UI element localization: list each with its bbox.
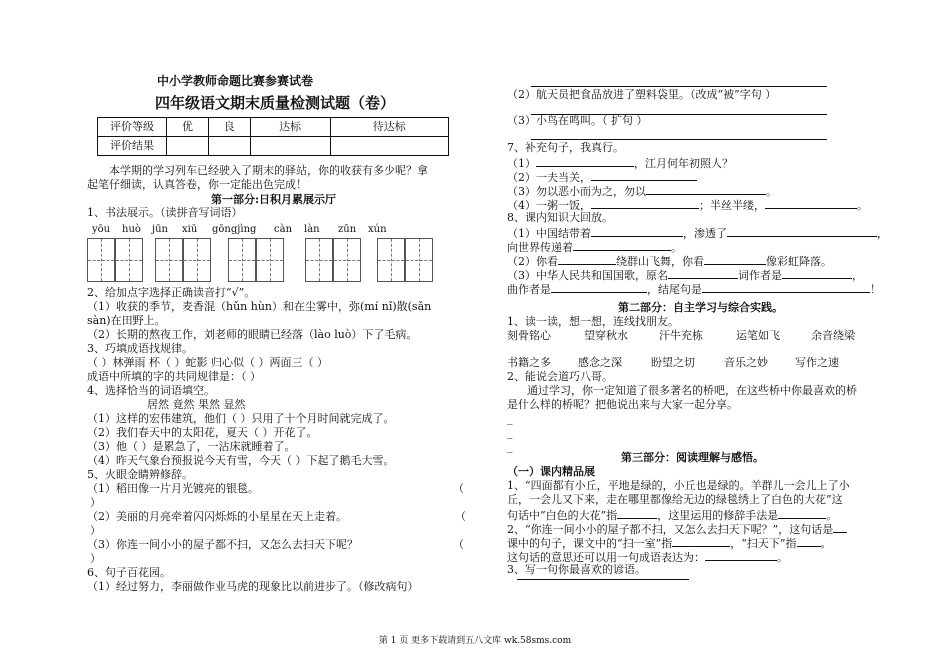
p2-word[interactable]: 运笔如飞 <box>736 329 780 342</box>
answer-line[interactable] <box>517 568 689 580</box>
p3-2-cont-mid: ，“扫天下”指 <box>730 537 797 550</box>
answer-line[interactable] <box>558 253 616 265</box>
intro-line: 起笔仔细读，认真答卷，你一定能出色完成！ <box>87 178 307 191</box>
p2-word[interactable]: 望穿秋水 <box>584 329 628 342</box>
q6-3: （3）小鸟在鸣叫。（ 扩句 ） <box>507 114 648 127</box>
q3-2[interactable]: 成语中所填的字的共同规律是：（ ） <box>87 370 261 383</box>
answer-line[interactable] <box>573 239 671 251</box>
q7-2-prefix: （2）一夫当关， <box>507 171 591 184</box>
answer-line[interactable] <box>765 197 857 209</box>
p3-1-cont: 丘，一会儿又下来，走在哪里都像给无边的绿毯绣上了白色的大花”这 <box>507 493 843 506</box>
answer-line[interactable] <box>591 197 699 209</box>
p2-word[interactable]: 写作之速 <box>795 356 839 369</box>
p2-2-text: 是什么样的桥呢？把他说出来与大家一起分享。 <box>507 398 738 411</box>
answer-paren[interactable]: ） <box>90 496 101 509</box>
q8-3-cont-mid: ，结尾句是 <box>647 283 702 296</box>
part2-title: 第二部分：自主学习与综合实践。 <box>618 301 783 314</box>
p3-2-prefix: 2、“你连一间小小的屋子都不扫，又怎么去扫天下呢？”，这句话是 <box>507 523 834 536</box>
q7-1-prefix: （1） <box>507 157 536 170</box>
q2: 2、给加点字选择正确读音打“√”。 <box>87 286 256 299</box>
p2-word[interactable]: 盼望之切 <box>651 356 695 369</box>
p2-word[interactable]: 书籍之多 <box>507 356 551 369</box>
answer-line[interactable] <box>727 225 877 237</box>
grade-result-label: 评价结果 <box>98 137 167 156</box>
answer-line[interactable] <box>672 535 730 547</box>
q8: 8、课内知识大回放。 <box>507 211 613 224</box>
writing-grid[interactable] <box>305 238 365 282</box>
p2-2: 2、能说会道巧八哥。 <box>507 370 613 383</box>
grade-header: 达标 <box>250 118 330 137</box>
p2-word[interactable]: 音乐之妙 <box>724 356 768 369</box>
q3: 3、巧填成语找规律。 <box>87 342 193 355</box>
answer-line[interactable] <box>531 75 827 87</box>
answer-line[interactable] <box>705 549 777 561</box>
pinyin: zūn <box>338 224 357 235</box>
p2-word[interactable]: 余音绕梁 <box>811 329 855 342</box>
answer-line[interactable] <box>797 535 821 547</box>
answer-paren[interactable]: ） <box>90 524 101 537</box>
answer-dash[interactable]: _ <box>507 426 513 439</box>
answer-line[interactable] <box>536 155 634 167</box>
exam-title: 四年级语文期末质量检测试题（卷） <box>155 94 396 112</box>
grade-cell[interactable] <box>208 137 250 156</box>
p2-word[interactable]: 汗牛充栋 <box>659 329 703 342</box>
q7-4-suffix: 。 <box>857 199 868 212</box>
answer-line[interactable] <box>782 267 852 279</box>
pinyin: làn <box>304 224 320 235</box>
grade-header: 评价等级 <box>98 118 167 137</box>
p3-2-cont-prefix: 课中的句子，课文中的“扫一室”指 <box>507 537 673 550</box>
answer-dash[interactable]: _ <box>507 440 513 453</box>
p2-word[interactable]: 刻骨铭心 <box>507 329 551 342</box>
q5-2: （2）美丽的月亮牵着闪闪烁烁的小星星在天上走着。 <box>87 510 347 523</box>
q4: 4、选择恰当的词语填空。 <box>87 384 215 397</box>
q4-words: 居然 竟然 果然 显然 <box>147 398 246 411</box>
answer-line[interactable] <box>833 521 847 533</box>
q6: 6、句子百花园。 <box>87 566 171 579</box>
pinyin: gōngjìng <box>212 224 257 235</box>
pinyin: xún <box>368 224 387 235</box>
intro-line: 本学期的学习列车已经驶入了期末的驿站，你的收获有多少呢？拿 <box>109 164 428 177</box>
pinyin: yōu <box>92 224 111 235</box>
p2-word[interactable]: 感念之深 <box>578 356 622 369</box>
grade-table <box>97 117 449 156</box>
q6-1: （1）经过努力，李丽做作业马虎的现象比以前进步了。（修改病句） <box>87 580 419 593</box>
q8-3-cont-prefix: 曲作者是 <box>507 283 551 296</box>
q5-1: （1）稻田像一片月光镀亮的银毯。 <box>87 482 259 495</box>
answer-line[interactable] <box>702 281 870 293</box>
q7-1-suffix: ，江月何年初照人？ <box>634 157 733 170</box>
answer-line[interactable] <box>531 128 827 140</box>
p3-1-q-suffix: 。 <box>826 509 838 522</box>
p3-sub: （一）课内精品展 <box>507 465 595 478</box>
q6-2: （2）航天员把食品放进了塑料袋里。（改成“被”字句 ） <box>507 88 777 101</box>
answer-line[interactable] <box>778 507 826 519</box>
writing-grid[interactable] <box>228 238 288 282</box>
exam-org: 中小学教师命题比赛参赛试卷 <box>157 74 314 88</box>
q8-3-mid: 词作者是 <box>738 269 782 282</box>
pinyin: xiū <box>182 224 198 235</box>
p3-3: 3、写一句你最喜欢的谚语。 <box>507 563 646 576</box>
p3-1-q-prefix: 句话中“白色的大花”指 <box>507 509 618 522</box>
answer-paren[interactable]: （ <box>453 482 464 495</box>
q8-1-prefix: （1）中国结带着 <box>507 227 591 240</box>
answer-line[interactable] <box>591 169 697 181</box>
q4-3[interactable]: （3）他（ ）是累急了，一沾床就睡着了。 <box>87 440 296 453</box>
q8-3-cont <box>507 281 881 297</box>
q8-1-cont-prefix: 向世界传递着 <box>507 241 573 254</box>
grade-header: 优 <box>167 118 209 137</box>
pinyin: càn <box>274 224 293 235</box>
answer-paren[interactable]: （ <box>455 510 466 523</box>
q2-1: （1）收获的季节，麦香混（hǔn hùn）和在尘雾中，弥(mí nǐ)散(sǎn <box>87 300 432 313</box>
part1-title: 第一部分:日积月累展示厅 <box>211 193 337 206</box>
pinyin: huò <box>122 224 141 235</box>
q8-2-prefix: （2）你看 <box>507 255 558 268</box>
q8-1-cont-suffix: 。 <box>671 241 682 254</box>
q4-4[interactable]: （4）昨天气象台预报说今天有雪，今天（ ）下起了鹅毛大雪。 <box>87 454 395 467</box>
answer-line[interactable] <box>551 281 647 293</box>
grade-header: 良 <box>208 118 250 137</box>
grade-header: 待达标 <box>330 118 448 137</box>
writing-grid[interactable] <box>155 238 215 282</box>
q8-3-comma: ， <box>852 269 863 282</box>
answer-line[interactable] <box>704 253 766 265</box>
p2-1: 1、读一读，想一想，连线找朋友。 <box>507 315 679 328</box>
pinyin: jūn <box>152 224 168 235</box>
answer-line[interactable] <box>591 225 683 237</box>
q4-1[interactable]: （1）这样的宏伟建筑，他们（ ）只用了十个月时间就完成了。 <box>87 412 395 425</box>
answer-paren[interactable]: （ <box>453 538 464 551</box>
q7-3-suffix: 。 <box>766 185 777 198</box>
p2-2-text: 通过学习，你一定知道了很多著名的桥吧，在这些桥中你最喜欢的桥 <box>527 384 857 397</box>
q8-2-suffix: 像彩虹降落。 <box>766 255 832 268</box>
answer-line[interactable] <box>617 507 657 519</box>
p3-1-q-mid: ，这里运用的修辞手法是 <box>657 509 779 522</box>
q8-1-mid: ，渗透了 <box>683 227 727 240</box>
p3-2-cont-suffix: 。 <box>820 537 832 550</box>
grade-cell[interactable] <box>330 137 448 156</box>
q8-1-comma: ， <box>877 227 888 240</box>
writing-grid[interactable] <box>87 238 147 282</box>
answer-dash[interactable]: _ <box>507 412 513 425</box>
grade-cell[interactable] <box>250 137 330 156</box>
q5-3: （3）你连一间小小的屋子都不扫，又怎么去扫天下呢？ <box>87 538 358 551</box>
p3-1: 1、“四面都有小丘，平地是绿的，小丘也是绿的。羊群儿一会儿上了小 <box>507 479 850 492</box>
writing-grid[interactable] <box>377 238 437 282</box>
q7-4-prefix: （4）一粥一饭， <box>507 199 591 212</box>
q8-3-prefix: （3）中华人民共和国国歌，原名 <box>507 269 668 282</box>
grade-cell[interactable] <box>167 137 209 156</box>
q5: 5、火眼金睛辨修辞。 <box>87 468 193 481</box>
q8-2-mid: 绕群山飞舞，你看 <box>616 255 704 268</box>
q7: 7、补充句子，我真行。 <box>507 141 624 154</box>
q3-1[interactable]: （ ）林弹雨 杯（ ）蛇影 归心似（ ）两面三（ ） <box>87 356 328 369</box>
q1: 1、书法展示。（读拼音写词语） <box>87 206 243 219</box>
answer-line[interactable] <box>668 267 738 279</box>
part3-title: 第三部分：阅读理解与感悟。 <box>621 451 764 464</box>
q2-2: （2）长期的熬夜工作，刘老师的眼睛已经落（lào luò）下了毛病。 <box>87 328 418 341</box>
q2-1-cont: sàn)在田野上。 <box>87 314 166 327</box>
p3-2-idiom-prefix: 这句话的意思还可以用一句成语表达为： <box>507 551 705 564</box>
q4-2[interactable]: （2）我们春天中的太阳花，夏天（ ）开花了。 <box>87 426 318 439</box>
q8-3-cont-suffix: ！ <box>870 283 881 296</box>
p3-2-idiom-suffix: 。 <box>777 551 788 564</box>
answer-paren[interactable]: ） <box>90 552 101 565</box>
q7-4-mid: ；半丝半缕， <box>699 199 765 212</box>
answer-line[interactable] <box>646 183 766 195</box>
q7-3-prefix: （3）勿以恶小而为之，勿以 <box>507 185 646 198</box>
page-footer: 第 1 页 更多下载请到五八文库 wk.58sms.com <box>378 636 572 646</box>
